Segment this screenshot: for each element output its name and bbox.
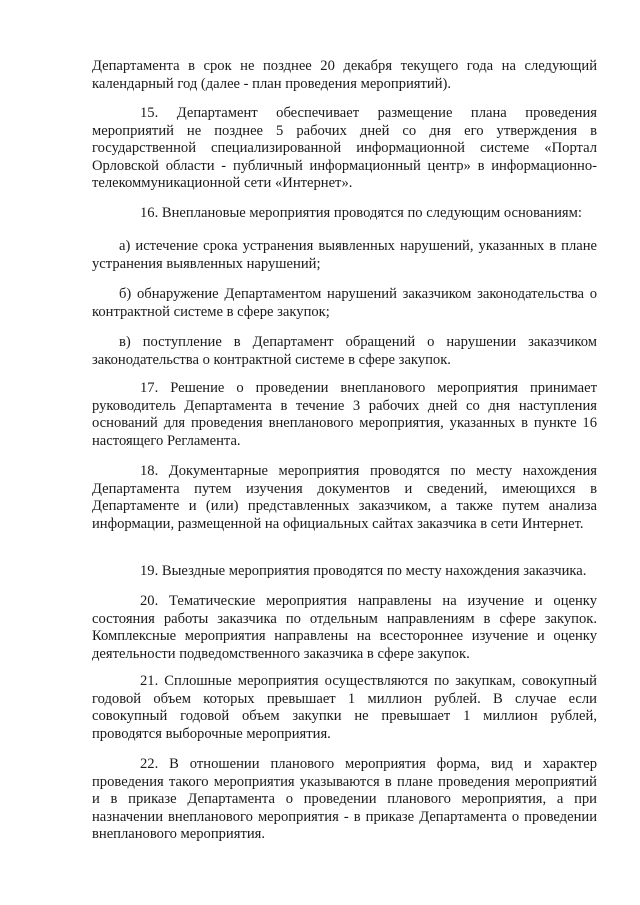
paragraph-21: 21. Сплошные мероприятия осуществляются по закупкам, совокупный годовой объем которых превышает 1 миллион рублей. В случае если совокупный годовой объем закупки не превышает 1 миллион рублей, проводятся выборочные мероприятия. xyxy=(92,673,597,742)
paragraph-19: 19. Выездные мероприятия проводятся по месту нахождения заказчика. xyxy=(140,563,587,579)
paragraph-16-item-v: в) поступление в Департамент обращений о нарушении заказчиком законодательства о контрактной системе в сфере закупок. xyxy=(92,334,597,368)
paragraph-16-item-b: б) обнаружение Департаментом нарушений заказчиком законодательства о контрактной системе в сфере закупок; xyxy=(92,286,597,320)
paragraph-17: 17. Решение о проведении внепланового мероприятия принимает руководитель Департамента в течение 3 рабочих дней со дня наступления оснований для проведения внепланового мероприятия, указанных в пункте 16 настоящего Регламента. xyxy=(92,380,597,449)
paragraph-22: 22. В отношении планового мероприятия форма, вид и характер проведения такого мероприятия указываются в плане проведения мероприятий и в приказе Департамента о проведении планового мероприятия, а при назначении внепланового мероприятия - в приказе Департамента о проведении внепланового мероприятия. xyxy=(92,756,597,843)
paragraph-16: 16. Внеплановые мероприятия проводятся по следующим основаниям: xyxy=(140,205,582,221)
paragraph-18: 18. Документарные мероприятия проводятся по месту нахождения Департамента путем изучения документов и сведений, имеющихся в Департаменте и (или) представленных заказчиком, а также путем анализа информации, размещенной на официальных сайтах заказчика в сети Интернет. xyxy=(92,463,597,532)
paragraph-16-item-a: а) истечение срока устранения выявленных нарушений, указанных в плане устранения выявленных нарушений; xyxy=(92,238,597,272)
paragraph-continuation: Департамента в срок не позднее 20 декабря текущего года на следующий календарный год (далее - план проведения мероприятий). xyxy=(92,58,597,92)
paragraph-15: 15. Департамент обеспечивает размещение плана проведения мероприятий не позднее 5 рабочих дней со дня его утверждения в государственной специализированной информационной системе «Портал Орловской области - публичный информационный центр» в информационно-телекоммуникационной сети «Интернет». xyxy=(92,105,597,192)
paragraph-20: 20. Тематические мероприятия направлены на изучение и оценку состояния работы заказчика по отдельным направлениям в сфере закупок. Комплексные мероприятия направлены на всестороннее изучение и оценку деятельности подведомственного заказчика в сфере закупок. xyxy=(92,593,597,662)
